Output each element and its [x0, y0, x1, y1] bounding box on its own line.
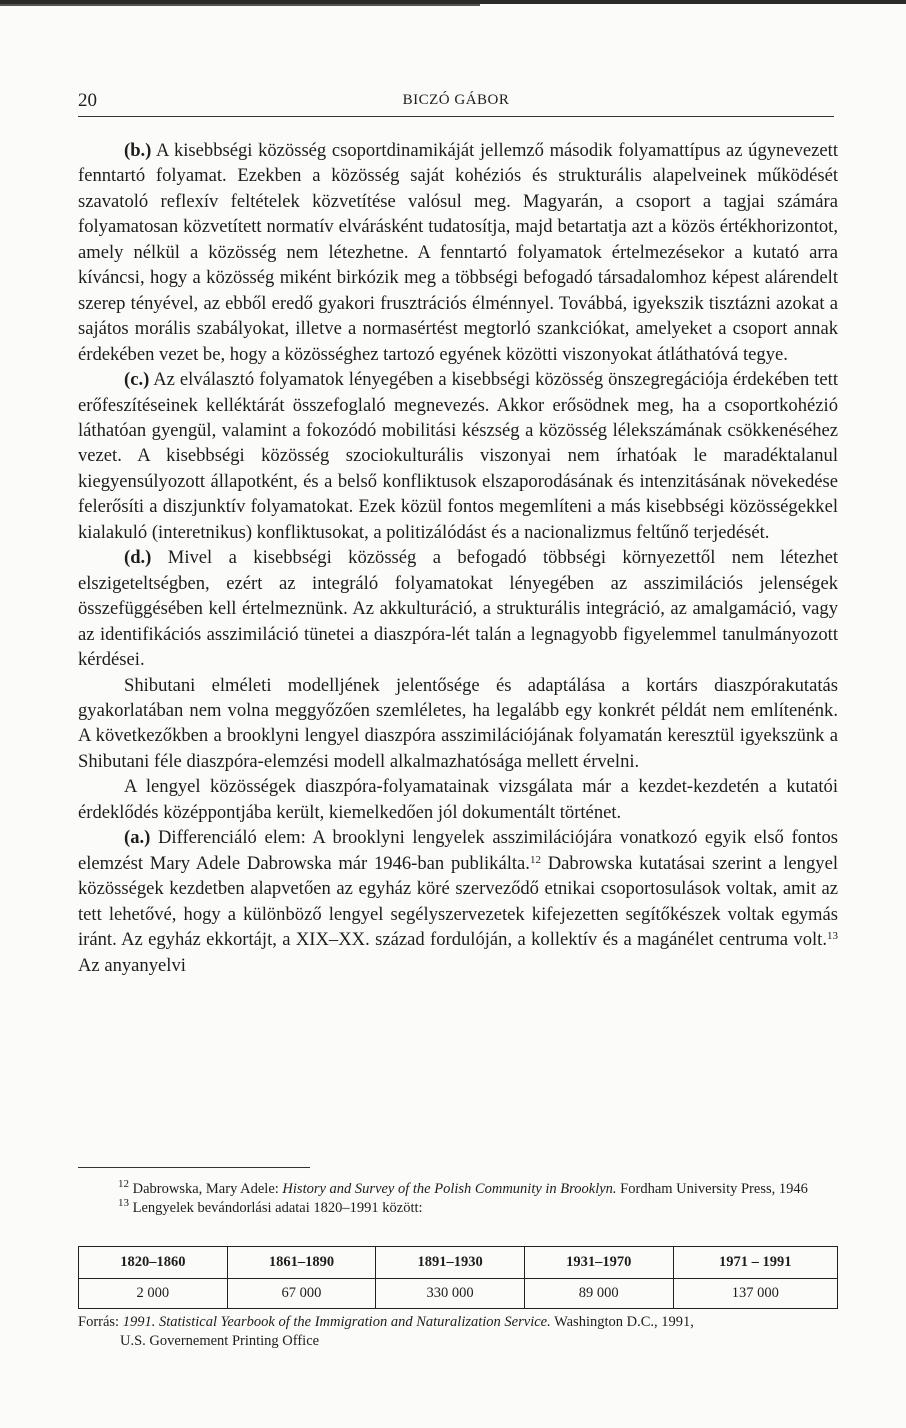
source-place: Washington D.C., 1991, — [550, 1314, 694, 1330]
source-title: 1991. Statistical Yearbook of the Immigration and Naturalization Service. — [122, 1314, 551, 1330]
page-number: 20 — [78, 90, 97, 111]
paragraph-a — [78, 825, 838, 978]
table-cell: 137 000 — [673, 1279, 837, 1309]
running-title: BICZÓ GÁBOR — [402, 92, 510, 108]
main-text — [78, 138, 838, 978]
table-header-cell: 1971 – 1991 — [673, 1247, 837, 1279]
table-cell: 330 000 — [376, 1279, 525, 1309]
paragraph-text: Dabrowska kutatásai szerint a lengyel közösségek kezdetben alapvetően az egyház köré szerveződő etnikai csoportosulások voltak, amit az tett lehetővé, hogy a különböző lengyel segélyszervezetek kifejezetten segítőkészek voltak egymás iránt. Az egyház ekkortájt, a XIX–XX. század fordulóján, a kollektív és a magánélet centruma volt. — [78, 852, 838, 951]
table-header-cell: 1931–1970 — [524, 1247, 673, 1279]
paragraph-label: (c.) — [124, 369, 150, 391]
table-header-cell: 1891–1930 — [376, 1247, 525, 1279]
footnote-divider — [78, 1167, 310, 1168]
footnote-author: Dabrowska, Mary Adele: — [129, 1181, 283, 1197]
footnote-publisher: Fordham University Press, 1946 — [616, 1181, 808, 1197]
source-publisher: U.S. Governement Printing Office — [120, 1333, 320, 1349]
paragraph-label: (d.) — [124, 547, 152, 569]
paragraph-c — [78, 367, 838, 545]
paragraph-shibutani: Shibutani elméleti modelljének jelentősége és adaptálása a kortárs diaszpórakutatás gyakorlatában nem volna meggyőzően szemléletes, ha legalább egy konkrét példát nem említenénk. A következőkben a brooklyni lengyel diaszpóra asszimilációjának folyamatán keresztül igyekszünk a Shibutani féle diaszpóra-elemzési modell alkalmazhatósága mellett érvelni. — [78, 674, 838, 772]
footnote-title: History and Survey of the Polish Community in Brooklyn. — [282, 1181, 617, 1197]
footnote-number: 13 — [118, 1197, 129, 1209]
footnote-13 — [78, 1199, 838, 1218]
table-cell: 89 000 — [524, 1279, 673, 1309]
footnotes — [78, 1180, 838, 1218]
paragraph-text: Differenciáló elem: A brooklyni lengyelek asszimilációjára vonatkozó egyik első fontos elemzést Mary Adele Dabrowska már 1946-ban publikálta. — [78, 827, 838, 874]
immigration-table — [78, 1246, 838, 1309]
source-prefix: Forrás: — [78, 1314, 123, 1330]
paragraph-text: Az elválasztó folyamatok lényegében a kisebbségi közösség önszegregációja érdekében tett erőfeszítéseinek kelléktárát összefoglaló megnevezés. Akkor erősödnek meg, ha a csoportkohézió láthatóan gyengül, valamint a fokozódó mobilitási készség a közösség lélekszámának csökkenéséhez vezet. A kisebbségi közösség szociokulturális viszonyai nem írhatóak le maradéktalanul kiegyensúlyozott állapotként, és a belső konfliktusok elszaporodásának és intenzitásának növekedése felerősíti a diszjunktív folyamatokat. Ezek közül fontos megemlíteni a más kisebbségi közösségekkel kialakuló (interetnikus) konfliktusokat, a politizálódást és a nacionalizmus feltűnő terjedését. — [78, 369, 838, 543]
table-source — [78, 1313, 838, 1351]
paragraph-text: Mivel a kisebbségi közösség a befogadó többségi környezettől nem létezhet elszigeteltségben, ezért az integráló folyamatokat lényegében az asszimilációs jelenségek összefüggésében kell értelmeznünk. Az akkulturáció, a strukturális integráció, az amalgamáció, vagy az identifikációs asszimiláció tünetei a diaszpóra-lét talán a legnagyobb figyelemmel tanulmányozott kérdései. — [78, 547, 838, 671]
footnote-12 — [78, 1180, 838, 1199]
table-header-cell: 1820–1860 — [79, 1247, 228, 1279]
paragraph-b — [78, 138, 838, 367]
table-header-cell: 1861–1890 — [227, 1247, 376, 1279]
table-header-row — [79, 1247, 838, 1279]
paragraph-d — [78, 545, 838, 672]
table-row — [79, 1279, 838, 1309]
page-header — [78, 90, 834, 117]
paragraph-text: A kisebbségi közösség csoportdinamikáját jellemző második folyamattípus az úgynevezett fenntartó folyamat. Ezekben a közösség saját kohéziós és strukturális alapelveinek működését szavatoló reflexív feltételek közvetítése valósul meg. Magyarán, a csoport a tagjai számára folyamatosan közvetített normatív elvárásként tudatosítja, majd betartatja azt a közös értékhorizontot, amely nélkül a közösség nem létezhetne. A fenntartó folyamatok értelmezésekor a kutató arra kíváncsi, hogy a közösség miként birkózik meg a többségi befogadó társadalomhoz képest alárendelt szerep tényével, az ebből eredő gyakori frusztrációs élménnyel. Továbbá, igyekszik tisztázni azokat a sajátos morális szabályokat, illetve a normasértést megtorló szankciókat, amelyeket a csoport annak érdekében vezet be, hogy a közösséghez tartozó egyének közötti viszonyokat átláthatóvá tegye. — [78, 140, 838, 365]
paragraph-polish-communities: A lengyel közösségek diaszpóra-folyamatainak vizsgálata már a kezdet-kezdetén a kutatói érdeklődés középpontjába került, kiemelkedően jól dokumentált történet. — [78, 776, 838, 823]
footnote-ref-12[interactable]: 12 — [529, 853, 541, 866]
footnote-text: Lengyelek bevándorlási adatai 1820–1991 között: — [129, 1200, 423, 1216]
paragraph-label: (a.) — [124, 827, 151, 849]
paragraph-label: (b.) — [124, 140, 152, 161]
paragraph-text: Az anyanyelvi — [78, 954, 186, 976]
scan-border-shadow — [0, 4, 480, 6]
table-cell: 2 000 — [79, 1279, 228, 1309]
table-cell: 67 000 — [227, 1279, 376, 1309]
footnote-number: 12 — [118, 1178, 129, 1190]
footnote-ref-13[interactable]: 13 — [827, 930, 838, 943]
